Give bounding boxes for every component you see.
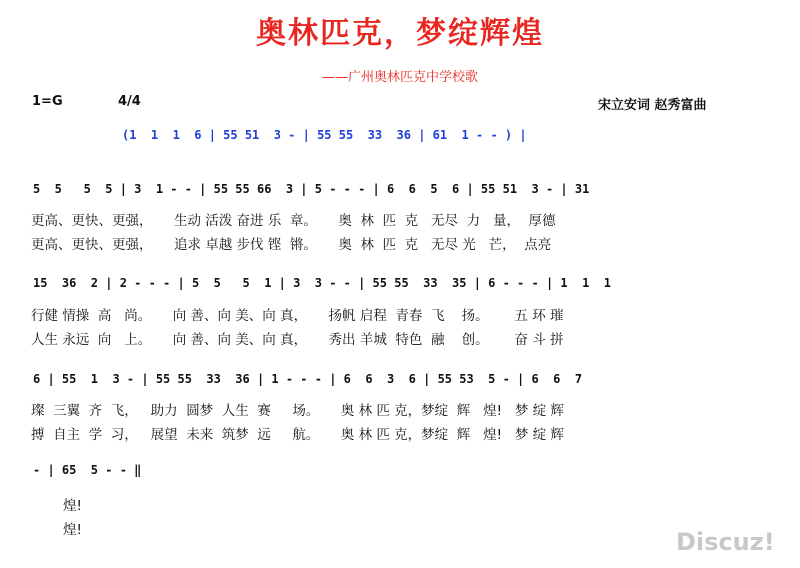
- lyrics-line-3-verse-1: 璨 三翼 齐 飞， 助力 圆梦 人生 赛 场。 奥 林 匹 克，梦绽 辉 煌! 梦 绽 辉: [31, 403, 564, 419]
- discuz-watermark: Discuz!: [676, 528, 775, 556]
- time-signature: 4/4: [118, 94, 141, 109]
- lyrics-line-2-verse-2: 人生 永远 向 上。 向 善、向 美、向 真， 秀出 羊城 特色 融 创。 奋 斗 拼: [31, 332, 564, 348]
- notes-line-1: 5 5 5 5 | 3 1 - - | 55 55 66 3 | 5 - - - | 6 6 5 6 | 55 51 3 - | 31: [33, 182, 590, 196]
- lyrics-line-2-verse-1: 行健 情操 高 尚。 向 善、向 美、向 真， 扬帆 启程 青春 飞 扬。 五 环 璀: [31, 308, 564, 324]
- notes-line-3: 6 | 55 1 3 - | 55 55 33 36 | 1 - - - | 6 6 3 6 | 55 53 5 - | 6 6 7: [33, 372, 583, 386]
- lyrics-line-4-verse-1: 煌!: [63, 498, 82, 514]
- notes-line-2: 15 36 2 | 2 - - - | 5 5 5 1 | 3 3 - - | 55 55 33 35 | 6 - - - | 1 1 1: [33, 276, 611, 290]
- lyricist-composer-credits: 宋立安词 赵秀富曲: [598, 98, 707, 113]
- lyrics-line-1-verse-2: 更高、更快、更强， 追求 卓越 步伐 铿 锵。 奥 林 匹 克 无尽 光 芒， 点亮: [31, 237, 552, 253]
- lyrics-line-1-verse-1: 更高、更快、更强， 生动 活泼 奋进 乐 章。 奥 林 匹 克 无尽 力 量， 厚德: [31, 213, 556, 229]
- notes-line-4: - | 65 5 - - ‖: [33, 463, 142, 477]
- song-subtitle: ——广州奥林匹克中学校歌: [321, 70, 478, 85]
- key-signature: 1=G: [32, 94, 63, 109]
- song-title: 奥林匹克，梦绽辉煌: [256, 16, 544, 51]
- lyrics-line-4-verse-2: 煌!: [63, 522, 82, 538]
- intro-notes: (1 1 1 6 | 55 51 3 - | 55 55 33 36 | 61 1 - - ) |: [122, 128, 527, 142]
- lyrics-line-3-verse-2: 搏 自主 学 习， 展望 未来 筑梦 远 航。 奥 林 匹 克，梦绽 辉 煌! 梦 绽 辉: [31, 427, 564, 443]
